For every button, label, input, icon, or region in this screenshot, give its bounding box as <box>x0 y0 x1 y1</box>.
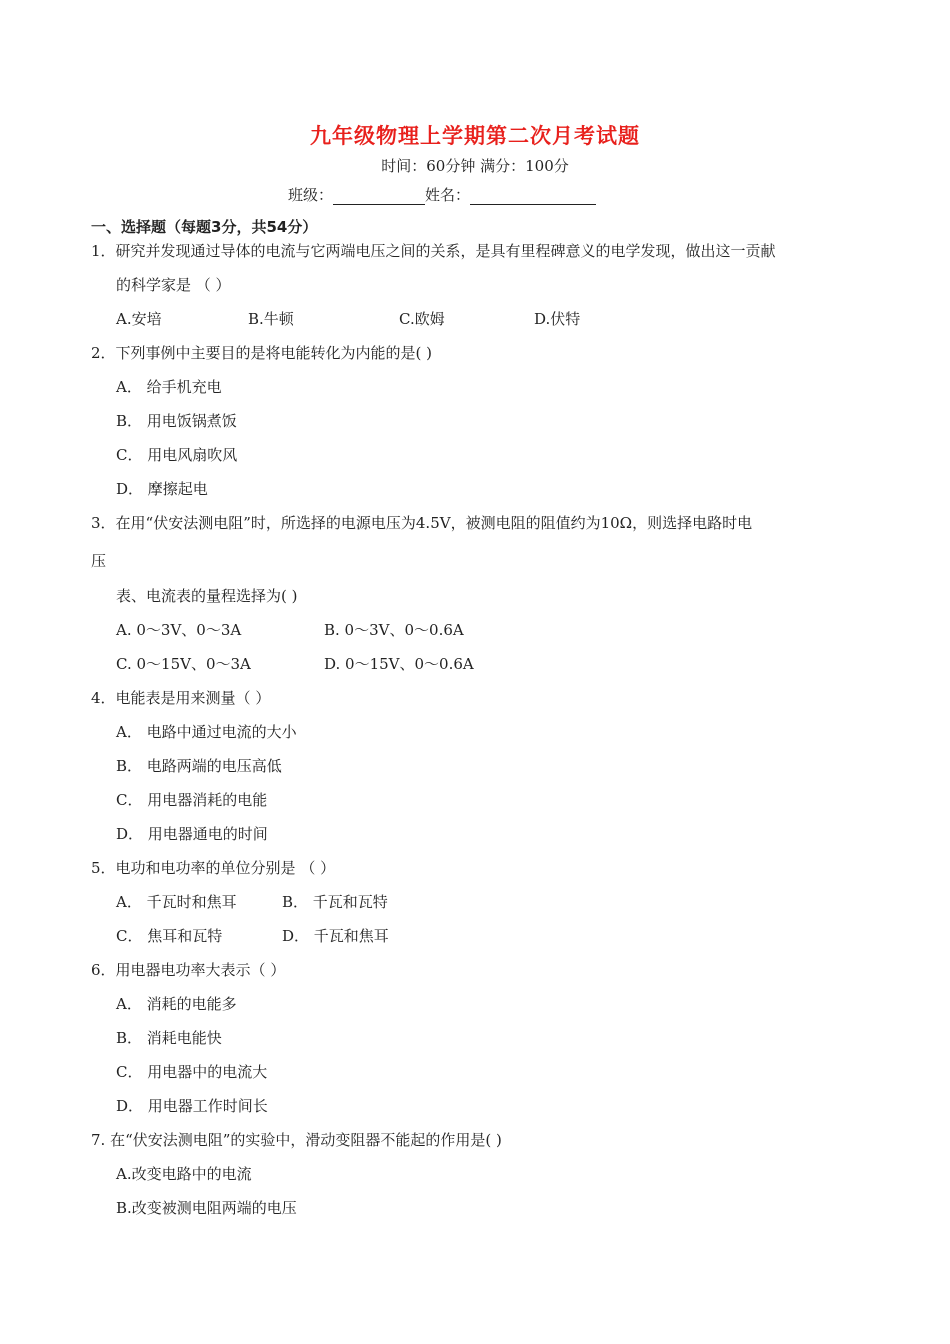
q1-option-a: A.安培 <box>116 310 162 328</box>
q3-option-c: C. 0～15V、0～3A <box>116 655 251 673</box>
q3-option-b: B. 0～3V、0～0.6A <box>324 621 464 639</box>
q5-option-a: A． 千瓦时和焦耳 <box>116 893 237 911</box>
name-blank[interactable] <box>470 186 596 205</box>
q2-text: 2．下列事例中主要目的是将电能转化为内能的是( ) <box>91 344 433 362</box>
q1-option-d: D.伏特 <box>534 310 581 328</box>
q2-option-a: A． 给手机充电 <box>116 378 222 396</box>
q4-option-c: C． 用电器消耗的电能 <box>116 791 268 809</box>
q4-option-a: A． 电路中通过电流的大小 <box>116 723 297 741</box>
q5-option-c: C． 焦耳和瓦特 <box>116 927 223 945</box>
class-blank[interactable] <box>333 186 425 205</box>
q6-option-b: B． 消耗电能快 <box>116 1029 222 1047</box>
q1-option-b: B.牛顿 <box>248 310 294 328</box>
q3-text: 3．在用“伏安法测电阻”时，所选择的电源电压为4.5V，被测电阻的阻值约为10Ω，则选择电路时电 <box>91 514 753 532</box>
q5-option-b: B． 千瓦和瓦特 <box>282 893 388 911</box>
q6-text: 6．用电器电功率大表示（ ） <box>91 961 286 979</box>
q5-option-d: D． 千瓦和焦耳 <box>282 927 389 945</box>
class-label: 班级： <box>288 186 334 204</box>
exam-subtitle: 时间：60分钟 满分：100分 <box>381 157 569 175</box>
q1-text: 1．研究并发现通过导体的电流与它两端电压之间的关系，是具有里程碑意义的电学发现，做出这一贡献 <box>91 242 776 260</box>
q2-option-b: B． 用电饭锅煮饭 <box>116 412 237 430</box>
q3-option-a: A. 0～3V、0～3A <box>116 621 242 639</box>
q6-option-a: A． 消耗的电能多 <box>116 995 237 1013</box>
q2-option-d: D． 摩擦起电 <box>116 480 208 498</box>
section-title: 一、选择题（每题3分，共54分） <box>91 218 318 236</box>
name-label: 姓名： <box>425 186 471 204</box>
q6-option-d: D． 用电器工作时间长 <box>116 1097 268 1115</box>
q1-text-cont: 的科学家是 （ ） <box>116 276 231 294</box>
q5-text: 5．电功和电功率的单位分别是 （ ） <box>91 859 336 877</box>
q1-option-c: C.欧姆 <box>399 310 445 328</box>
q6-option-c: C． 用电器中的电流大 <box>116 1063 268 1081</box>
q4-option-b: B． 电路两端的电压高低 <box>116 757 282 775</box>
q7-option-a: A.改变电路中的电流 <box>116 1165 252 1183</box>
q2-option-c: C． 用电风扇吹风 <box>116 446 238 464</box>
exam-title: 九年级物理上学期第二次月考试题 <box>310 124 640 148</box>
q3-text-cont2: 表、电流表的量程选择为( ) <box>116 587 298 605</box>
student-info <box>288 184 596 205</box>
q3-text-cont: 压 <box>91 552 107 570</box>
q3-option-d: D. 0～15V、0～0.6A <box>324 655 474 673</box>
q4-text: 4．电能表是用来测量（ ） <box>91 689 271 707</box>
q4-option-d: D． 用电器通电的时间 <box>116 825 268 843</box>
q7-text: 7. 在“伏安法测电阻”的实验中，滑动变阻器不能起的作用是( ) <box>91 1131 502 1149</box>
q7-option-b: B.改变被测电阻两端的电压 <box>116 1199 297 1217</box>
